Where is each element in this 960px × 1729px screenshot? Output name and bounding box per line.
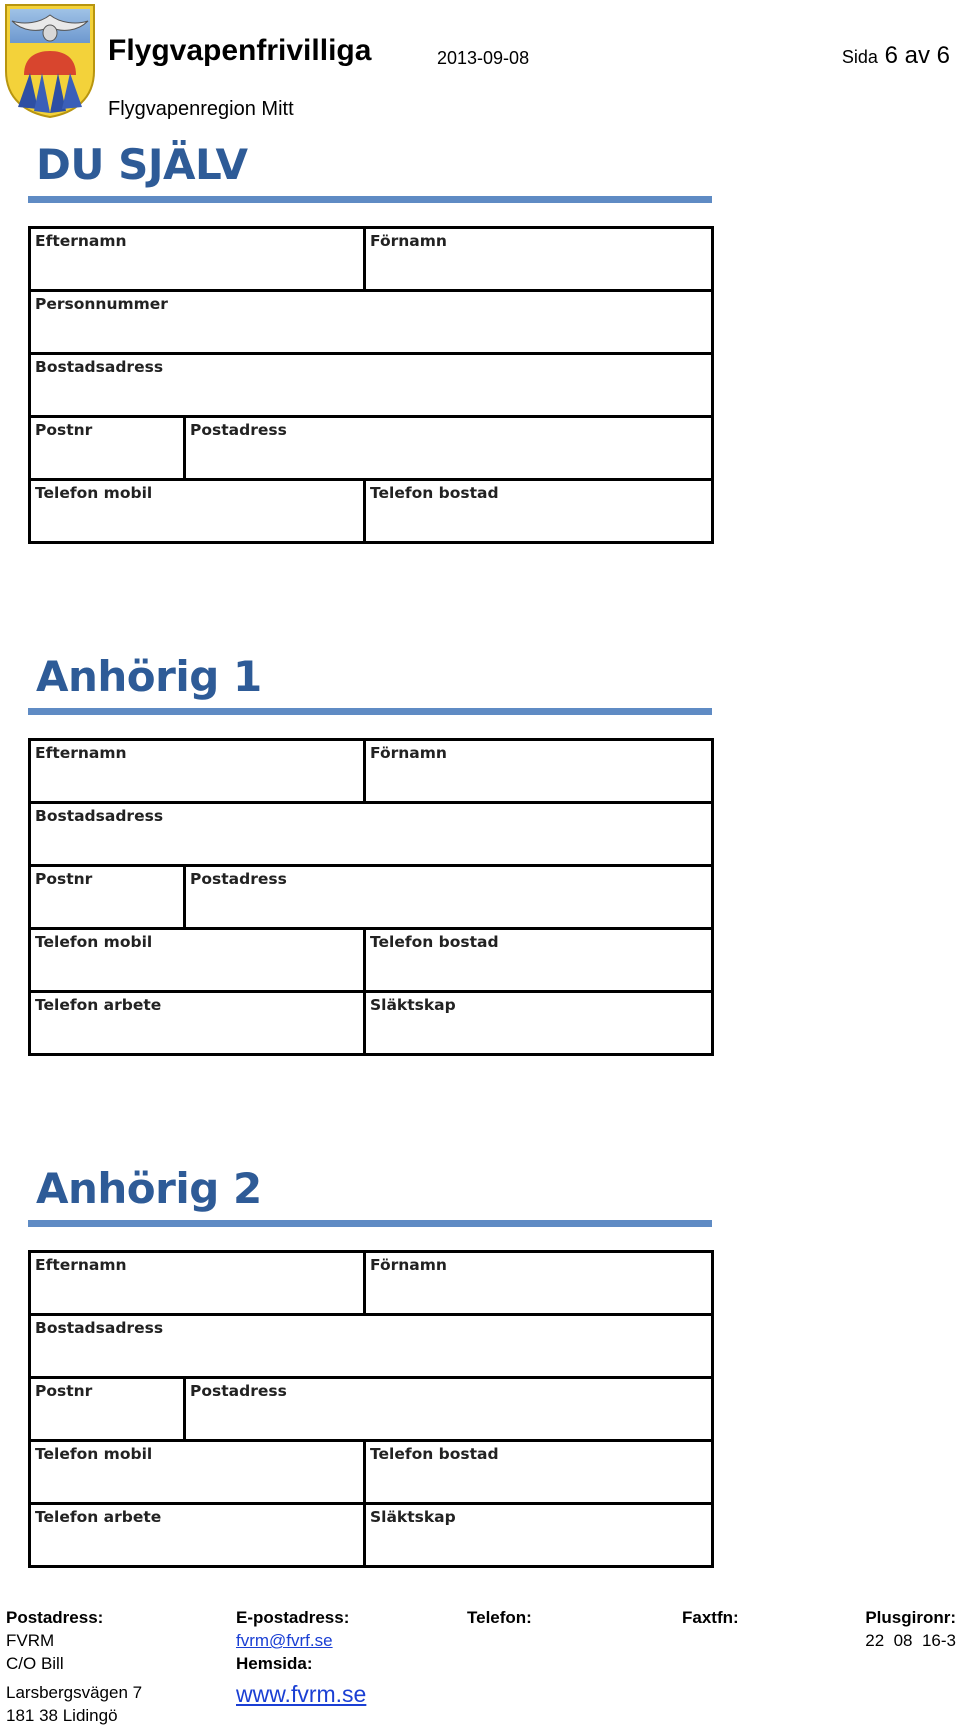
field-personnummer[interactable] [31, 292, 711, 352]
page-total: 6 [936, 42, 950, 69]
field-label: Bostadsadress [35, 1319, 164, 1337]
footer-label: Plusgironr: [865, 1608, 956, 1627]
page-footer [6, 1608, 956, 1728]
field-label: Telefon arbete [35, 1508, 162, 1526]
form-row [31, 1439, 711, 1502]
form-row [31, 864, 711, 927]
footer-telefon [467, 1608, 532, 1631]
field-postnr[interactable] [31, 418, 183, 478]
field-label: Telefon mobil [35, 484, 153, 502]
field-label: Bostadsadress [35, 358, 164, 376]
field-label: Personnummer [35, 295, 168, 313]
field-efternamn[interactable] [31, 741, 363, 801]
field-telefon-mobil[interactable] [31, 1442, 363, 1502]
section-title: Anhörig 2 [36, 1164, 262, 1213]
field-telefon-bostad[interactable] [363, 930, 711, 990]
form-row [31, 1253, 711, 1313]
field-label: Efternamn [35, 1256, 127, 1274]
field-efternamn[interactable] [31, 1253, 363, 1313]
field-telefon-mobil[interactable] [31, 930, 363, 990]
field-efternamn[interactable] [31, 229, 363, 289]
field-postnr[interactable] [31, 867, 183, 927]
section-rule [28, 1220, 712, 1227]
form-table [28, 1250, 714, 1568]
field-label: Postnr [35, 421, 93, 439]
page-of: av [904, 42, 930, 69]
field-label: Postadress [190, 870, 287, 888]
field-label: Släktskap [370, 996, 456, 1014]
field-label: Telefon mobil [35, 1445, 153, 1463]
field-telefon-bostad[interactable] [363, 1442, 711, 1502]
footer-contact [236, 1608, 367, 1707]
organization-name: Flygvapenfrivilliga [108, 34, 372, 67]
website-link[interactable]: www.fvrm.se [236, 1681, 367, 1707]
footer-address-line: Larsbergsvägen 7 [6, 1683, 143, 1702]
footer-label: Faxtfn: [682, 1608, 739, 1627]
section-title: Anhörig 1 [36, 652, 262, 701]
field-postadress[interactable] [183, 1379, 711, 1439]
field-label: Postadress [190, 1382, 287, 1400]
field-label: Förnamn [370, 1256, 447, 1274]
footer-address-line: 181 38 Lidingö [6, 1706, 118, 1725]
field-label: Förnamn [370, 744, 447, 762]
field-slaktskap[interactable] [363, 1505, 711, 1565]
footer-address-line: C/O Bill [6, 1654, 64, 1673]
page-indicator [842, 42, 950, 70]
field-label: Bostadsadress [35, 807, 164, 825]
section-rule [28, 196, 712, 203]
field-label: Efternamn [35, 744, 127, 762]
form-row [31, 1376, 711, 1439]
field-label: Postadress [190, 421, 287, 439]
field-bostadsadress[interactable] [31, 355, 711, 415]
field-label: Postnr [35, 870, 93, 888]
form-table [28, 738, 714, 1056]
form-row [31, 741, 711, 801]
field-label: Telefon arbete [35, 996, 162, 1014]
field-label: Postnr [35, 1382, 93, 1400]
field-label: Efternamn [35, 232, 127, 250]
field-bostadsadress[interactable] [31, 804, 711, 864]
field-label: Telefon bostad [370, 1445, 499, 1463]
field-fornamn[interactable] [363, 229, 711, 289]
field-telefon-arbete[interactable] [31, 1505, 363, 1565]
page-prefix: Sida [841, 47, 878, 67]
email-link[interactable]: fvrm@fvrf.se [236, 1631, 333, 1650]
coat-of-arms-logo [4, 3, 96, 119]
form-row [31, 229, 711, 289]
form-row [31, 1313, 711, 1376]
form-row [31, 990, 711, 1053]
page-number: 6 [884, 42, 898, 69]
field-label: Telefon bostad [370, 484, 499, 502]
footer-plusgiro [865, 1608, 956, 1654]
field-slaktskap[interactable] [363, 993, 711, 1053]
form-row [31, 289, 711, 352]
footer-postadress [6, 1608, 142, 1729]
field-bostadsadress[interactable] [31, 1316, 711, 1376]
form-table [28, 226, 714, 544]
section-rule [28, 708, 712, 715]
field-fornamn[interactable] [363, 1253, 711, 1313]
footer-label: Hemsida: [236, 1654, 313, 1673]
field-postadress[interactable] [183, 867, 711, 927]
region-name: Flygvapenregion Mitt [108, 98, 294, 120]
section-title: DU SJÄLV [36, 140, 248, 189]
footer-address-line: FVRM [6, 1631, 55, 1650]
field-fornamn[interactable] [363, 741, 711, 801]
field-postadress[interactable] [183, 418, 711, 478]
footer-label: Postadress: [6, 1608, 104, 1627]
form-row [31, 352, 711, 415]
form-row [31, 801, 711, 864]
form-row [31, 415, 711, 478]
field-telefon-mobil[interactable] [31, 481, 363, 541]
field-telefon-arbete[interactable] [31, 993, 363, 1053]
field-label: Telefon bostad [370, 933, 499, 951]
form-row [31, 1502, 711, 1565]
field-label: Släktskap [370, 1508, 456, 1526]
plusgiro-number: 22 08 16-3 [865, 1631, 956, 1650]
field-label: Telefon mobil [35, 933, 153, 951]
footer-label: E-postadress: [236, 1608, 350, 1627]
footer-faxtfn [682, 1608, 739, 1631]
form-row [31, 478, 711, 541]
field-label: Förnamn [370, 232, 447, 250]
field-telefon-bostad[interactable] [363, 481, 711, 541]
footer-label: Telefon: [467, 1608, 532, 1627]
form-row [31, 927, 711, 990]
field-postnr[interactable] [31, 1379, 183, 1439]
document-date: 2013-09-08 [437, 48, 530, 68]
